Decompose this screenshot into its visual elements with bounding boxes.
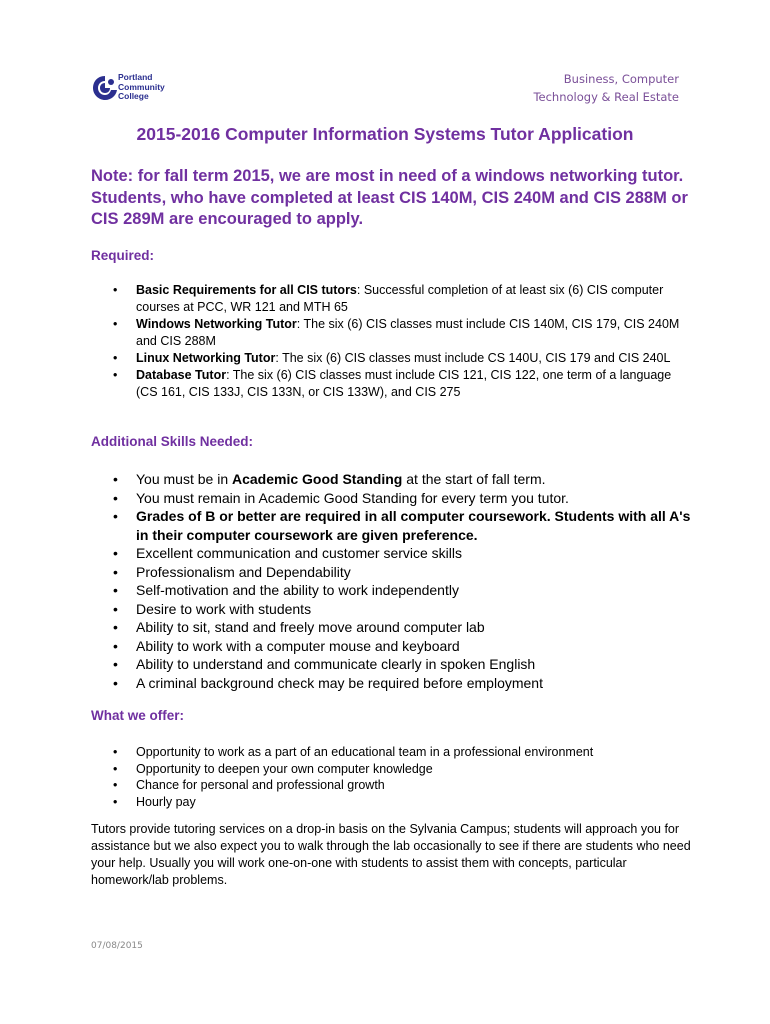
required-list bbox=[91, 282, 691, 401]
skills-list bbox=[91, 470, 691, 692]
list-item: • Professionalism and Dependability bbox=[91, 563, 691, 582]
requirement-title: Windows Networking Tutor bbox=[136, 317, 297, 331]
requirement-text: : Successful completion of at least six (6) CIS computer courses at PCC, WR 121 and MTH 65 bbox=[136, 283, 664, 314]
offer-list bbox=[91, 744, 691, 810]
skill-text: You must be in bbox=[136, 471, 232, 487]
offer-heading: What we offer: bbox=[91, 708, 184, 723]
department-line: Business, Computer bbox=[563, 72, 679, 86]
list-item: • A criminal background check may be required before employment bbox=[91, 674, 691, 693]
requirement-title: Linux Networking Tutor bbox=[136, 351, 276, 365]
logo-line: Portland bbox=[118, 72, 153, 82]
requirement-title: Database Tutor bbox=[136, 368, 227, 382]
skill-emphasis: Academic Good Standing bbox=[232, 471, 403, 487]
list-item: • Self-motivation and the ability to work independently bbox=[91, 581, 691, 600]
logo-line: Community bbox=[118, 81, 165, 92]
list-item bbox=[91, 367, 691, 401]
list-item bbox=[91, 350, 691, 367]
requirement-text: : The six (6) CIS classes must include CIS 140M, CIS 179, CIS 240M and CIS 288M bbox=[136, 317, 680, 348]
list-item bbox=[91, 282, 691, 316]
footer-date: 07/08/2015 bbox=[91, 941, 143, 951]
department-line: Technology & Real Estate bbox=[533, 90, 679, 104]
list-item: • Ability to work with a computer mouse and keyboard bbox=[91, 637, 691, 656]
list-item bbox=[91, 507, 691, 544]
logo-wordmark bbox=[118, 73, 165, 102]
list-item: • Opportunity to deepen your own computer knowledge bbox=[91, 761, 691, 778]
tutoring-description: Tutors provide tutoring services on a drop-in basis on the Sylvania Campus; students will approach you for assistance but we also expect you to walk through the lab occasionally to see if there are students who need your help. Usually you will work one-on-one with students to assist them with concepts, particular homework/lab problems. bbox=[91, 822, 691, 887]
list-item: • You must remain in Academic Good Standing for every term you tutor. bbox=[91, 489, 691, 508]
list-item: • Ability to understand and communicate clearly in spoken English bbox=[91, 655, 691, 674]
requirement-text: : The six (6) CIS classes must include CS 140U, CIS 179 and CIS 240L bbox=[275, 351, 671, 365]
pcc-logo bbox=[91, 72, 181, 104]
logo-line: College bbox=[118, 91, 149, 101]
priority-note: Note: for fall term 2015, we are most in need of a windows networking tutor. Students, who have completed at least CIS 140M, CIS 240M and CIS 288M or CIS 289M are encouraged to apply. bbox=[91, 167, 688, 228]
required-heading: Required: bbox=[91, 248, 155, 263]
list-item: • Opportunity to work as a part of an educational team in a professional environment bbox=[91, 744, 691, 761]
skills-heading: Additional Skills Needed: bbox=[91, 434, 254, 449]
list-item bbox=[91, 316, 691, 350]
list-item bbox=[91, 470, 691, 489]
requirement-text: : The six (6) CIS classes must include CIS 121, CIS 122, one term of a language (CS 161, CIS 133J, CIS 133N, or CIS 133W), and CIS 275 bbox=[136, 368, 672, 399]
requirement-title: Basic Requirements for all CIS tutors bbox=[136, 283, 357, 297]
pcc-swirl-icon bbox=[91, 72, 119, 104]
list-item: • Excellent communication and customer service skills bbox=[91, 544, 691, 563]
document-title: 2015-2016 Computer Information Systems Tutor Application bbox=[136, 124, 634, 144]
list-item: • Ability to sit, stand and freely move around computer lab bbox=[91, 618, 691, 637]
list-item: • Chance for personal and professional growth bbox=[91, 777, 691, 794]
list-item: • Hourly pay bbox=[91, 794, 691, 811]
department-header bbox=[533, 70, 679, 106]
grades-requirement: Grades of B or better are required in all computer coursework. Students with all A's in their computer coursework are given preference. bbox=[136, 508, 691, 543]
list-item: • Desire to work with students bbox=[91, 600, 691, 619]
skill-text: at the start of fall term. bbox=[402, 471, 546, 487]
